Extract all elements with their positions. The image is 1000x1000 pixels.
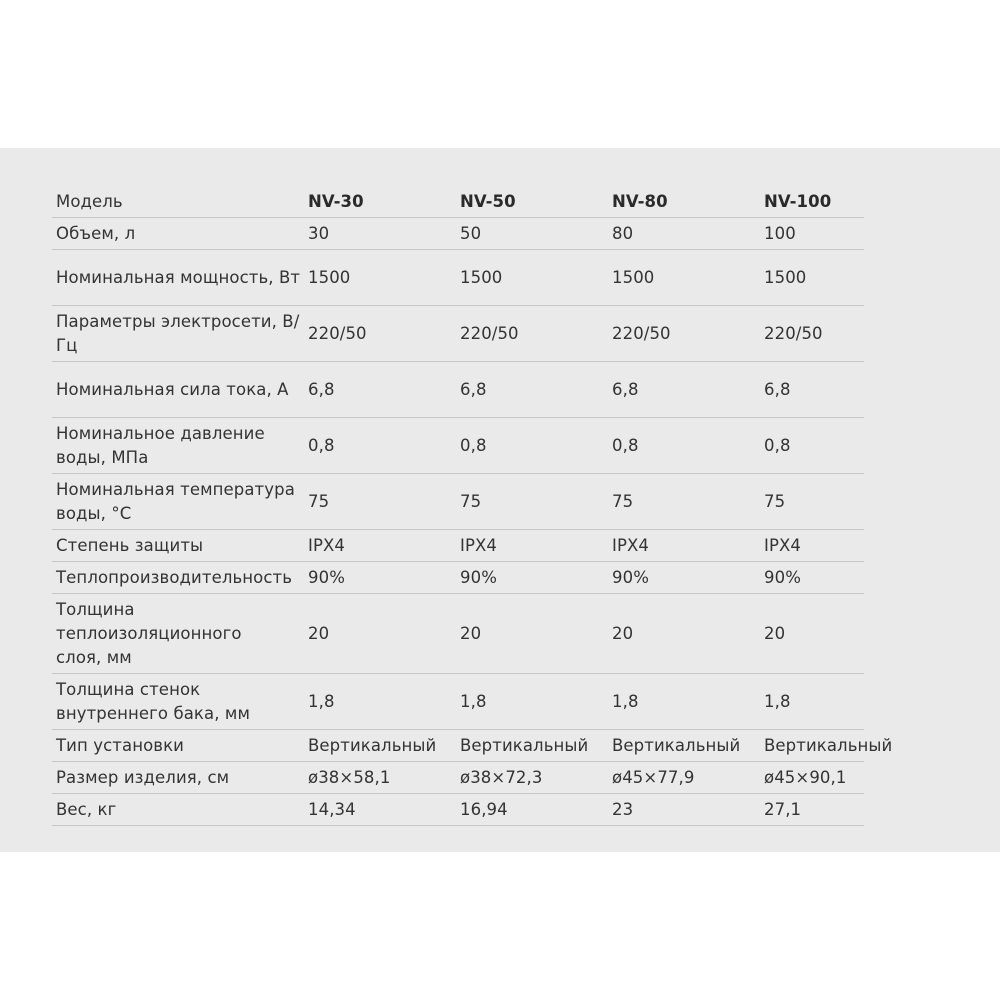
cell-value: 75	[308, 491, 330, 511]
cell-value: 90%	[612, 567, 649, 587]
row-label: Номинальная мощность, Вт	[56, 267, 301, 287]
cell-value: 20	[764, 623, 786, 643]
row-label: Степень защиты	[56, 535, 204, 555]
row-label: Вес, кг	[56, 799, 117, 819]
cell-value: ø45×77,9	[612, 767, 695, 787]
cell-value: 0,8	[612, 435, 639, 455]
cell-value: 14,34	[308, 799, 356, 819]
row-label: Размер изделия, см	[56, 767, 230, 787]
cell-value: Вертикальный	[460, 735, 589, 755]
cell-value: 90%	[764, 567, 801, 587]
cell-value: 50	[460, 223, 482, 243]
row-label: Теплопроизводительность	[56, 567, 293, 587]
table-row	[52, 730, 893, 762]
cell-value: Вертикальный	[764, 735, 893, 755]
cell-value: 1,8	[764, 691, 791, 711]
table-row	[52, 594, 864, 674]
cell-value: 1500	[764, 267, 807, 287]
cell-value: ø38×72,3	[460, 767, 543, 787]
row-label: Объем, л	[56, 223, 136, 243]
cell-value: Вертикальный	[308, 735, 437, 755]
table-header-row	[52, 186, 864, 218]
cell-value: Вертикальный	[612, 735, 741, 755]
model-nv-50: NV-50	[460, 191, 516, 211]
cell-value: 90%	[308, 567, 345, 587]
cell-value: IPX4	[308, 535, 346, 555]
cell-value: 220/50	[764, 323, 823, 343]
cell-value: 6,8	[764, 379, 791, 399]
cell-value: 100	[764, 223, 796, 243]
cell-value: 75	[764, 491, 786, 511]
cell-value: 0,8	[460, 435, 487, 455]
table-row	[52, 794, 864, 826]
spec-panel	[0, 148, 1000, 852]
cell-value: 23	[612, 799, 634, 819]
row-label: Толщина стенок внутреннего бака, мм	[56, 679, 250, 723]
cell-value: 30	[308, 223, 330, 243]
row-label: Номинальная температура воды, °С	[56, 479, 295, 523]
table-row	[52, 562, 864, 594]
cell-value: 90%	[460, 567, 497, 587]
table-row	[52, 530, 864, 562]
cell-value: 1,8	[460, 691, 487, 711]
table-row	[52, 362, 864, 418]
cell-value: 0,8	[764, 435, 791, 455]
cell-value: 16,94	[460, 799, 508, 819]
cell-value: 220/50	[460, 323, 519, 343]
cell-value: 6,8	[612, 379, 639, 399]
header-label: Модель	[56, 191, 123, 211]
table-row	[52, 474, 864, 530]
cell-value: 220/50	[308, 323, 367, 343]
cell-value: 6,8	[308, 379, 335, 399]
table-row	[52, 250, 864, 306]
row-label: Номинальная сила тока, А	[56, 379, 289, 399]
model-nv-80: NV-80	[612, 191, 668, 211]
cell-value: 20	[460, 623, 482, 643]
cell-value: ø45×90,1	[764, 767, 847, 787]
cell-value: 220/50	[612, 323, 671, 343]
table-row	[52, 418, 864, 474]
table-row	[52, 306, 864, 362]
cell-value: 6,8	[460, 379, 487, 399]
cell-value: 1,8	[612, 691, 639, 711]
cell-value: 27,1	[764, 799, 802, 819]
row-label: Толщина теплоизоляционного слоя, мм	[56, 599, 242, 667]
cell-value: IPX4	[612, 535, 650, 555]
cell-value: 20	[612, 623, 634, 643]
model-nv-100: NV-100	[764, 191, 832, 211]
table-row	[52, 218, 864, 250]
cell-value: ø38×58,1	[308, 767, 391, 787]
cell-value: 75	[460, 491, 482, 511]
table-row	[52, 674, 864, 730]
cell-value: 80	[612, 223, 634, 243]
row-label: Параметры электросети, В/Гц	[56, 311, 300, 355]
cell-value: 1500	[612, 267, 655, 287]
cell-value: IPX4	[460, 535, 498, 555]
cell-value: IPX4	[764, 535, 802, 555]
cell-value: 1,8	[308, 691, 335, 711]
row-label: Номинальное давление воды, МПа	[56, 423, 265, 467]
cell-value: 1500	[460, 267, 503, 287]
cell-value: 75	[612, 491, 634, 511]
cell-value: 0,8	[308, 435, 335, 455]
row-label: Тип установки	[56, 735, 184, 755]
table-row	[52, 762, 864, 794]
cell-value: 20	[308, 623, 330, 643]
cell-value: 1500	[308, 267, 351, 287]
model-nv-30: NV-30	[308, 191, 364, 211]
spec-table	[52, 186, 893, 826]
